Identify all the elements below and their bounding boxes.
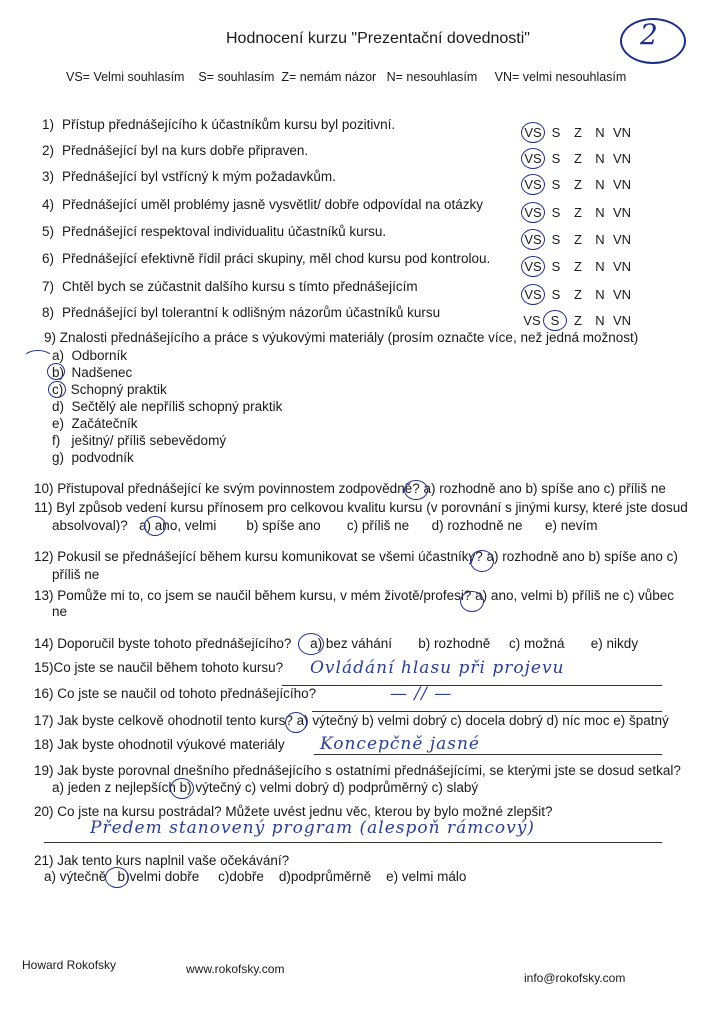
rating-legend: VS= Velmi souhlasím S= souhlasím Z= nemám názor N= nesouhlasím VN= velmi nesouhlasím	[66, 70, 627, 84]
statement-text: Přednášející byl tolerantní k odlišným názorům účastníků kursu	[62, 305, 441, 320]
rating-option-n[interactable]: N	[595, 151, 605, 166]
rating-option-z[interactable]: Z	[574, 232, 582, 247]
rating-option-n[interactable]: N	[595, 125, 605, 140]
rating-option-vn[interactable]: VN	[612, 232, 632, 247]
rating-option-vs[interactable]: VS	[521, 122, 545, 143]
statement-text: Přednášející uměl problémy jasně vysvětlit/ dobře odpovídal na otázky	[62, 197, 483, 212]
q10-text: 10) Přistupoval přednášející ke svým povinnostem zodpovědně? a) rozhodně ano b) spíše ano c) příliš ne	[34, 481, 666, 496]
q19-selected-mark	[170, 778, 194, 799]
q20-text: 20) Co jste na kursu postrádal? Můžete uvést jednu věc, kterou by bylo možné zlepšit?	[34, 804, 553, 819]
rating-option-vn[interactable]: VN	[612, 177, 632, 192]
rating-option-vs[interactable]: VS	[521, 148, 545, 169]
q16-answer-line	[312, 711, 662, 712]
statement-text: Přednášející byl vstřícný k mým požadavkům.	[62, 169, 336, 184]
q15-answer: Ovládání hlasu při projevu	[310, 658, 565, 678]
statement-number: 7)	[42, 279, 55, 294]
rating-option-n[interactable]: N	[595, 205, 605, 220]
q16-answer: — // —	[390, 684, 453, 704]
rating-option-vn[interactable]: VN	[612, 125, 632, 140]
rating-scale	[521, 310, 633, 331]
q21-options: a) výtečně b)velmi dobře c)dobře d)podprůměrně e) velmi málo	[44, 869, 467, 884]
page-number: 2	[640, 18, 658, 51]
footer-website: www.rokofsky.com	[186, 962, 285, 976]
q18-answer-line	[314, 754, 662, 755]
q14-selected-mark	[298, 633, 324, 655]
rating-option-vs[interactable]: VS	[521, 256, 545, 277]
rating-option-vs[interactable]: VS	[521, 202, 545, 223]
rating-option-z[interactable]: Z	[574, 151, 582, 166]
rating-option-z[interactable]: Z	[574, 205, 582, 220]
statement-number: 1)	[42, 117, 55, 132]
statement-text: Přístup přednášejícího k účastníkům kursu byl pozitivní.	[62, 117, 396, 132]
rating-option-vn[interactable]: VN	[612, 313, 632, 328]
rating-option-s[interactable]: S	[551, 151, 561, 166]
statement-number: 8)	[42, 305, 55, 320]
statement-number: 3)	[42, 169, 55, 184]
rating-scale	[521, 256, 633, 277]
statement-number: 6)	[42, 251, 55, 266]
q11-options: absolvoval)? a) ano, velmi b) spíše ano c) příliš ne d) rozhodně ne e) nevím	[52, 518, 598, 533]
q9-option[interactable]: g) podvodník	[52, 450, 134, 465]
rating-option-s[interactable]: S	[551, 287, 561, 302]
q16-text: 16) Co jste se naučil od tohoto přednášejícího?	[34, 686, 317, 701]
q13-text-cont: ne	[52, 604, 68, 619]
statement-number: 5)	[42, 224, 55, 239]
rating-option-z[interactable]: Z	[574, 125, 582, 140]
rating-option-z[interactable]: Z	[574, 259, 582, 274]
rating-option-vs[interactable]: VS	[521, 174, 545, 195]
rating-option-vn[interactable]: VN	[612, 151, 632, 166]
rating-option-s[interactable]: S	[551, 177, 561, 192]
rating-option-n[interactable]: N	[595, 232, 605, 247]
q19-text: 19) Jak byste porovnal dnešního přednášejícího s ostatními přednášejícími, se kterými jste se dosud setkal?	[34, 763, 681, 778]
q15-answer-line	[282, 685, 662, 686]
q14-text: 14) Doporučil byste tohoto přednášejícího? a) bez váhání b) rozhodně c) možná e) nikdy	[34, 636, 639, 651]
rating-option-vs[interactable]: VS	[521, 229, 545, 250]
q10-selected-mark	[404, 480, 428, 500]
q9-text: 9) Znalosti přednášejícího a práce s výukovými materiály (prosím označte více, než jedná možnost)	[44, 330, 639, 345]
q9-option[interactable]: f) ješitný/ příliš sebevědomý	[52, 433, 227, 448]
q13-selected-mark	[460, 591, 484, 612]
rating-option-vn[interactable]: VN	[612, 259, 632, 274]
page-title: Hodnocení kurzu "Prezentační dovednosti"	[226, 30, 530, 47]
q17-text: 17) Jak byste celkově ohodnotil tento kurs? a) výtečný b) velmi dobrý c) docela dobrý d) níc moc e) špatný	[34, 713, 669, 728]
statement-text: Chtěl bych se zúčastnit dalšího kursu s tímto přednášejícím	[62, 279, 418, 294]
footer-author: Howard Rokofsky	[22, 958, 117, 972]
q12-text-cont: příliš ne	[52, 567, 100, 582]
statement-number: 2)	[42, 143, 55, 158]
rating-option-z[interactable]: Z	[574, 287, 582, 302]
rating-scale	[521, 229, 633, 250]
q20-answer: Předem stanovený program (alespoň rámcový)	[90, 818, 535, 838]
q21-text: 21) Jak tento kurs naplnil vaše očekávání?	[34, 853, 290, 868]
rating-option-vs[interactable]: VS	[523, 313, 541, 328]
q13-text: 13) Pomůže mi to, co jsem se naučil během kursu, v mém životě/profesi? a) ano, velmi b) příliš ne c) vůbec	[34, 588, 675, 603]
statement-text: Přednášející efektivně řídil práci skupiny, měl chod kursu pod kontrolou.	[62, 251, 491, 266]
rating-option-s[interactable]: S	[543, 310, 567, 331]
rating-scale	[521, 148, 633, 169]
rating-option-s[interactable]: S	[551, 232, 561, 247]
q9-option[interactable]: a) Odborník	[52, 348, 128, 363]
rating-option-n[interactable]: N	[595, 287, 605, 302]
q9-option[interactable]: d) Sečtělý ale nepříliš schopný praktik	[52, 399, 283, 414]
q9-option[interactable]: b) Nadšenec	[52, 365, 133, 380]
rating-option-n[interactable]: N	[595, 313, 605, 328]
q21-selected-mark	[105, 867, 129, 888]
rating-option-z[interactable]: Z	[574, 177, 582, 192]
q12-selected-mark	[470, 550, 494, 572]
statement-text: Přednášející respektoval individualitu účastníků kursu.	[62, 224, 387, 239]
rating-option-n[interactable]: N	[595, 259, 605, 274]
rating-option-s[interactable]: S	[551, 125, 561, 140]
q9-a-check-mark	[22, 350, 54, 370]
rating-option-s[interactable]: S	[551, 205, 561, 220]
q17-selected-mark	[285, 712, 307, 733]
rating-option-vn[interactable]: VN	[612, 205, 632, 220]
q9-c-selected-mark	[48, 381, 66, 398]
q11-text: 11) Byl způsob vedení kursu přínosem pro celkovou kvalitu kursu (v porovnání s jinými kursy, které jste dosud	[34, 500, 688, 515]
statement-number: 4)	[42, 197, 55, 212]
q20-answer-line	[44, 842, 662, 843]
q9-option[interactable]: c) Schopný praktik	[52, 382, 167, 397]
q15-text: 15)Co jste se naučil během tohoto kursu?	[34, 660, 284, 675]
rating-scale	[521, 122, 633, 143]
rating-scale	[521, 202, 633, 223]
rating-option-s[interactable]: S	[551, 259, 561, 274]
q9-option[interactable]: e) Začátečník	[52, 416, 138, 431]
rating-option-n[interactable]: N	[595, 177, 605, 192]
rating-scale	[521, 174, 633, 195]
q18-answer: Koncepčně jasné	[320, 734, 480, 754]
q12-text: 12) Pokusil se přednášející během kursu komunikovat se všemi účastníky? a) rozhodně ano b) spíše ano c)	[34, 549, 678, 564]
q11-selected-mark	[144, 516, 166, 536]
rating-option-vs[interactable]: VS	[521, 284, 545, 305]
rating-option-z[interactable]: Z	[574, 313, 582, 328]
q18-text: 18) Jak byste ohodnotil výukové materiály	[34, 737, 285, 752]
footer-email: info@rokofsky.com	[524, 971, 626, 985]
rating-scale	[521, 284, 633, 305]
rating-option-vn[interactable]: VN	[612, 287, 632, 302]
statement-text: Přednášející byl na kurs dobře připraven.	[62, 143, 309, 158]
q19-options: a) jeden z nejlepších b) výtečný c) velmi dobrý d) podprůměrný c) slabý	[52, 780, 479, 795]
